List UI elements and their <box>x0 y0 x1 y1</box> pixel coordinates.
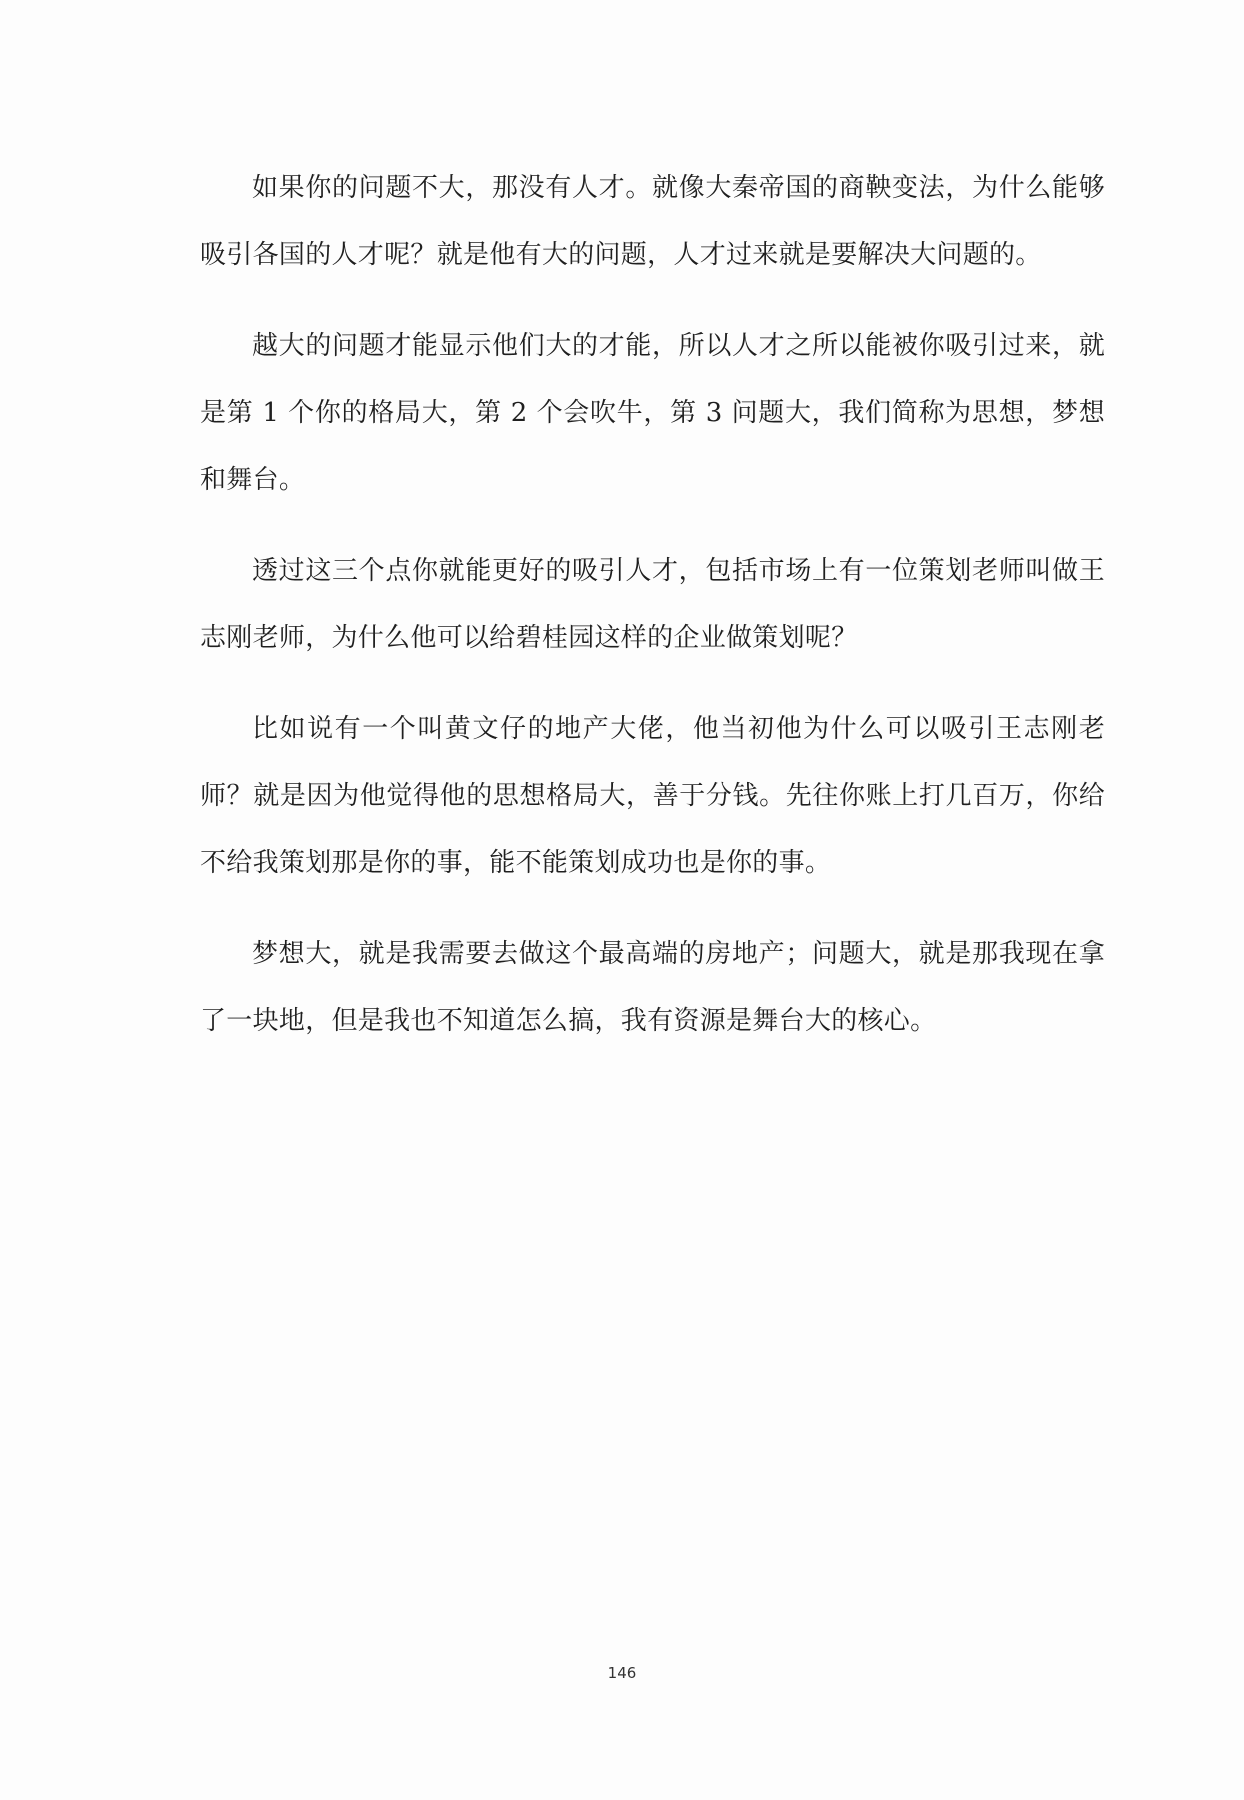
paragraph-1: 如果你的问题不大，那没有人才。就像大秦帝国的商鞅变法，为什么能够吸引各国的人才呢？就是他有大的问题，人才过来就是要解决大问题的。 <box>200 173 1105 270</box>
page-number: 146 <box>607 1664 637 1682</box>
paragraph-3: 透过这三个点你就能更好的吸引人才，包括市场上有一位策划老师叫做王志刚老师，为什么他可以给碧桂园这样的企业做策划呢？ <box>200 556 1105 653</box>
paragraph-4: 比如说有一个叫黄文仔的地产大佬，他当初他为什么可以吸引王志刚老师？就是因为他觉得他的思想格局大，善于分钱。先往你账上打几百万，你给不给我策划那是你的事，能不能策划成功也是你的事。 <box>200 714 1105 878</box>
paragraph-5: 梦想大，就是我需要去做这个最高端的房地产；问题大，就是那我现在拿了一块地，但是我也不知道怎么搞，我有资源是舞台大的核心。 <box>200 939 1105 1036</box>
paragraph-2: 越大的问题才能显示他们大的才能，所以人才之所以能被你吸引过来，就是第 1 个你的格局大，第 2 个会吹牛，第 3 问题大，我们简称为思想，梦想和舞台。 <box>200 331 1105 495</box>
body-text <box>200 155 1105 1079</box>
